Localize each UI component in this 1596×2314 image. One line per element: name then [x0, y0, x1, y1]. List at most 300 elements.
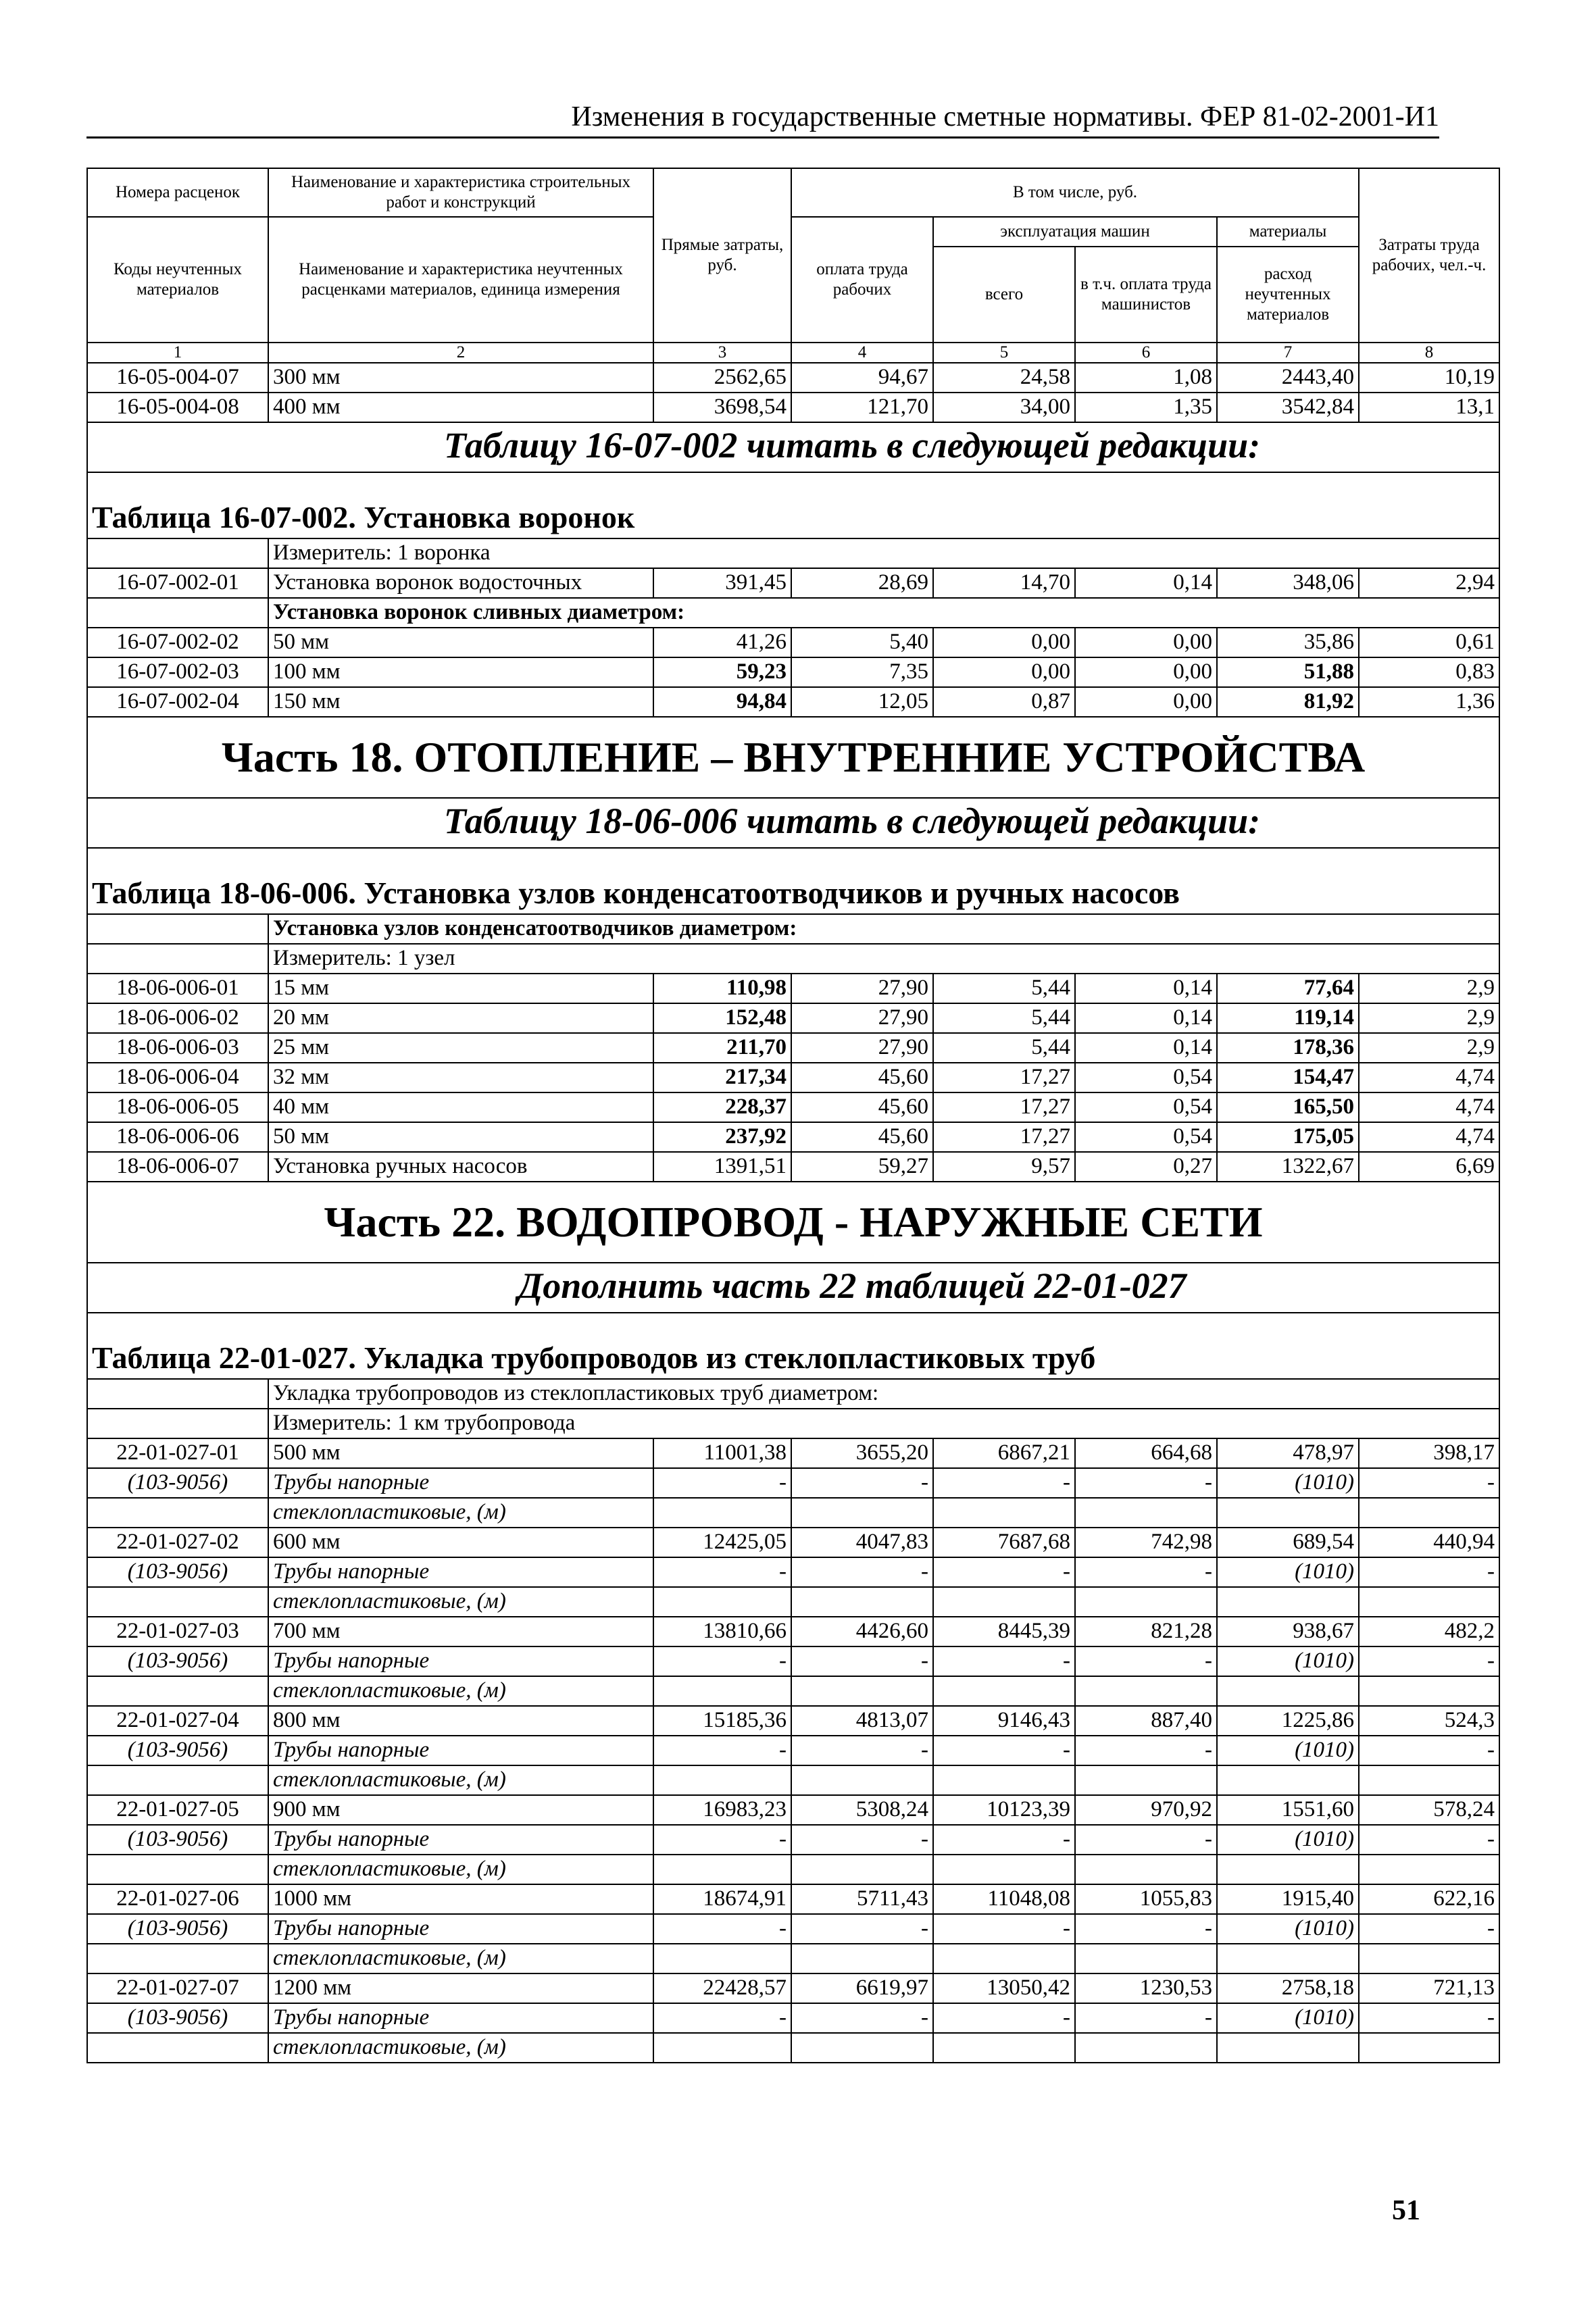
row-value: 94,84	[653, 687, 791, 717]
row-name: 32 мм	[268, 1063, 653, 1092]
empty-cell	[933, 1765, 1075, 1795]
empty-cell	[791, 1855, 933, 1884]
empty-cell	[1075, 1944, 1217, 1973]
row-value: 0,27	[1075, 1152, 1217, 1182]
material-code: (103-9056)	[87, 1557, 268, 1587]
empty-cell	[87, 1855, 268, 1884]
col-material-code-header: Коды неучтенных материалов	[87, 217, 268, 343]
row-value: 4426,60	[791, 1617, 933, 1646]
row-value: 1225,86	[1217, 1706, 1359, 1736]
table-title-row	[87, 472, 1499, 538]
row-value: 2,9	[1359, 1033, 1499, 1063]
empty-cell	[1075, 1676, 1217, 1706]
empty-cell	[87, 2033, 268, 2063]
row-value: 0,00	[1075, 687, 1217, 717]
row-value: 5,44	[933, 1033, 1075, 1063]
dash: -	[791, 1646, 933, 1676]
dash: -	[791, 1736, 933, 1765]
row-value: 2,9	[1359, 974, 1499, 1003]
part-heading: Часть 22. ВОДОПРОВОД - НАРУЖНЫЕ СЕТИ	[87, 1182, 1499, 1263]
measure-unit-row	[87, 1409, 1499, 1438]
row-name: 50 мм	[268, 1122, 653, 1152]
table-subtitle: Установка узлов конденсатоотводчиков диаметром:	[268, 914, 1499, 944]
row-code: 18-06-006-04	[87, 1063, 268, 1092]
row-value: 0,83	[1359, 657, 1499, 687]
row-code: 22-01-027-01	[87, 1438, 268, 1468]
row-name: 20 мм	[268, 1003, 653, 1033]
row-name: 300 мм	[268, 363, 653, 393]
dash: -	[791, 1825, 933, 1855]
empty-cell	[1217, 1498, 1359, 1528]
part-heading-row	[87, 717, 1499, 798]
row-code: 16-07-002-02	[87, 628, 268, 657]
row-value: 12425,05	[653, 1528, 791, 1557]
row-value: 0,61	[1359, 628, 1499, 657]
row-value: 45,60	[791, 1063, 933, 1092]
dash: -	[653, 1825, 791, 1855]
row-value: 0,14	[1075, 568, 1217, 598]
row-value: 45,60	[791, 1092, 933, 1122]
column-number: 2	[268, 343, 653, 363]
col-direct-header: Прямые затраты, руб.	[653, 168, 791, 343]
material-row-cont	[87, 1855, 1499, 1884]
material-name: Трубы напорные	[268, 1468, 653, 1498]
col-material-use-header: расход неучтенных материалов	[1217, 247, 1359, 343]
empty-cell	[933, 1587, 1075, 1617]
row-value: 27,90	[791, 1033, 933, 1063]
table-row	[87, 1973, 1499, 2003]
row-value: 1,35	[1075, 393, 1217, 422]
row-code: 18-06-006-01	[87, 974, 268, 1003]
table-title: Таблица 18-06-006. Установка узлов конденсатоотводчиков и ручных насосов	[87, 848, 1499, 914]
col-wages-header: оплата труда рабочих	[791, 217, 933, 343]
row-value: 689,54	[1217, 1528, 1359, 1557]
row-value: 2,9	[1359, 1003, 1499, 1033]
row-value: 45,60	[791, 1122, 933, 1152]
table-row	[87, 1122, 1499, 1152]
row-code: 18-06-006-07	[87, 1152, 268, 1182]
empty-cell	[933, 2033, 1075, 2063]
row-value: 12,05	[791, 687, 933, 717]
empty-cell	[933, 1855, 1075, 1884]
row-value: 6619,97	[791, 1973, 933, 2003]
table-title: Таблица 16-07-002. Установка воронок	[87, 472, 1499, 538]
empty-cell	[1217, 1855, 1359, 1884]
material-name-cont: стеклопластиковые, (м)	[268, 1855, 653, 1884]
norms-table	[86, 168, 1500, 2063]
empty-cell	[791, 1587, 933, 1617]
table-subtitle-row	[87, 1379, 1499, 1409]
dash: -	[1359, 1736, 1499, 1765]
part-heading: Часть 18. ОТОПЛЕНИЕ – ВНУТРЕННИЕ УСТРОЙСТВА	[87, 717, 1499, 798]
row-value: 27,90	[791, 974, 933, 1003]
material-code: (103-9056)	[87, 1914, 268, 1944]
table-subtitle-row	[87, 598, 1499, 628]
empty-cell	[1075, 1855, 1217, 1884]
table-subtitle: Установка воронок сливных диаметром:	[268, 598, 1499, 628]
column-number: 1	[87, 343, 268, 363]
empty-cell	[1075, 1587, 1217, 1617]
row-value: 1,08	[1075, 363, 1217, 393]
dash: -	[1075, 1736, 1217, 1765]
row-code: 22-01-027-05	[87, 1795, 268, 1825]
empty-cell	[653, 2033, 791, 2063]
row-value: 3655,20	[791, 1438, 933, 1468]
row-value: 211,70	[653, 1033, 791, 1063]
empty-cell	[1217, 1676, 1359, 1706]
row-code: 16-07-002-04	[87, 687, 268, 717]
row-value: 15185,36	[653, 1706, 791, 1736]
col-material-name-header: Наименование и характеристика неучтенных расценками материалов, единица измерения	[268, 217, 653, 343]
empty-cell	[933, 1498, 1075, 1528]
material-row-cont	[87, 1587, 1499, 1617]
row-value: 7,35	[791, 657, 933, 687]
dash: -	[933, 2003, 1075, 2033]
row-value: 10,19	[1359, 363, 1499, 393]
row-value: 1391,51	[653, 1152, 791, 1182]
row-value: 59,27	[791, 1152, 933, 1182]
row-value: 94,67	[791, 363, 933, 393]
row-value: 165,50	[1217, 1092, 1359, 1122]
row-value: 5711,43	[791, 1884, 933, 1914]
col-machinist-wages-header: в т.ч. оплата труда машинистов	[1075, 247, 1217, 343]
row-name: 700 мм	[268, 1617, 653, 1646]
dash: -	[1075, 1646, 1217, 1676]
dash: -	[653, 1914, 791, 1944]
row-value: 0,00	[1075, 628, 1217, 657]
dash: -	[1359, 1557, 1499, 1587]
dash: -	[933, 1736, 1075, 1765]
material-qty: (1010)	[1217, 1557, 1359, 1587]
redaction-note-row	[87, 798, 1499, 848]
row-value: 16983,23	[653, 1795, 791, 1825]
empty-cell	[1217, 2033, 1359, 2063]
row-value: 970,92	[1075, 1795, 1217, 1825]
dash: -	[1359, 2003, 1499, 2033]
row-value: 0,87	[933, 687, 1075, 717]
table-header	[87, 168, 1499, 363]
table-row	[87, 1706, 1499, 1736]
empty-cell	[87, 1379, 268, 1409]
redaction-note: Таблицу 18-06-006 читать в следующей редакции:	[87, 798, 1499, 848]
row-value: 2562,65	[653, 363, 791, 393]
table-title-row	[87, 1313, 1499, 1379]
table-title-row	[87, 848, 1499, 914]
row-value: 11001,38	[653, 1438, 791, 1468]
part-heading-row	[87, 1182, 1499, 1263]
row-value: 4,74	[1359, 1063, 1499, 1092]
material-qty: (1010)	[1217, 1825, 1359, 1855]
row-value: 110,98	[653, 974, 791, 1003]
row-value: 2443,40	[1217, 363, 1359, 393]
material-name-cont: стеклопластиковые, (м)	[268, 1498, 653, 1528]
row-value: 0,00	[1075, 657, 1217, 687]
row-value: 4813,07	[791, 1706, 933, 1736]
empty-cell	[87, 538, 268, 568]
empty-cell	[1075, 2033, 1217, 2063]
table-row	[87, 1063, 1499, 1092]
column-number: 7	[1217, 343, 1359, 363]
table-row	[87, 628, 1499, 657]
row-code: 18-06-006-06	[87, 1122, 268, 1152]
material-name-cont: стеклопластиковые, (м)	[268, 1765, 653, 1795]
row-value: 440,94	[1359, 1528, 1499, 1557]
row-value: 524,3	[1359, 1706, 1499, 1736]
row-name: 40 мм	[268, 1092, 653, 1122]
empty-cell	[1217, 1765, 1359, 1795]
row-name: 25 мм	[268, 1033, 653, 1063]
row-code: 16-05-004-07	[87, 363, 268, 393]
table-row	[87, 1033, 1499, 1063]
row-code: 16-07-002-03	[87, 657, 268, 687]
column-numbers-row	[87, 343, 1499, 363]
row-name: 1000 мм	[268, 1884, 653, 1914]
row-value: 0,14	[1075, 1033, 1217, 1063]
row-value: 22428,57	[653, 1973, 791, 2003]
row-value: 348,06	[1217, 568, 1359, 598]
material-name: Трубы напорные	[268, 1646, 653, 1676]
empty-cell	[1359, 1765, 1499, 1795]
col-machines-header: эксплуатация машин	[933, 217, 1217, 247]
dash: -	[1359, 1646, 1499, 1676]
redaction-note-row	[87, 1263, 1499, 1313]
material-row	[87, 1646, 1499, 1676]
dash: -	[1075, 1557, 1217, 1587]
material-name-cont: стеклопластиковые, (м)	[268, 1944, 653, 1973]
row-value: 1551,60	[1217, 1795, 1359, 1825]
empty-cell	[653, 1587, 791, 1617]
material-row	[87, 1557, 1499, 1587]
row-code: 22-01-027-07	[87, 1973, 268, 2003]
table-subtitle: Укладка трубопроводов из стеклопластиковых труб диаметром:	[268, 1379, 1499, 1409]
material-row	[87, 1914, 1499, 1944]
measure-unit-row	[87, 538, 1499, 568]
column-number: 8	[1359, 343, 1499, 363]
table-row	[87, 657, 1499, 687]
page-number: 51	[1392, 2195, 1420, 2226]
row-value: 41,26	[653, 628, 791, 657]
row-value: 35,86	[1217, 628, 1359, 657]
material-qty: (1010)	[1217, 2003, 1359, 2033]
row-value: 2,94	[1359, 568, 1499, 598]
row-code: 22-01-027-04	[87, 1706, 268, 1736]
dash: -	[653, 1557, 791, 1587]
dash: -	[653, 1736, 791, 1765]
redaction-note: Таблицу 16-07-002 читать в следующей редакции:	[87, 422, 1499, 472]
row-value: 13810,66	[653, 1617, 791, 1646]
empty-cell	[87, 1498, 268, 1528]
row-value: 0,14	[1075, 974, 1217, 1003]
empty-cell	[791, 1676, 933, 1706]
redaction-note-row	[87, 422, 1499, 472]
material-qty: (1010)	[1217, 1468, 1359, 1498]
row-value: 887,40	[1075, 1706, 1217, 1736]
norms-sheet	[86, 168, 1499, 2063]
empty-cell	[1075, 1765, 1217, 1795]
row-value: 6867,21	[933, 1438, 1075, 1468]
row-value: 1915,40	[1217, 1884, 1359, 1914]
redaction-note: Дополнить часть 22 таблицей 22-01-027	[87, 1263, 1499, 1313]
empty-cell	[791, 1498, 933, 1528]
material-qty: (1010)	[1217, 1914, 1359, 1944]
material-name: Трубы напорные	[268, 1825, 653, 1855]
table-row	[87, 1092, 1499, 1122]
material-name: Трубы напорные	[268, 1736, 653, 1765]
row-value: 5308,24	[791, 1795, 933, 1825]
row-value: 10123,39	[933, 1795, 1075, 1825]
row-value: 7687,68	[933, 1528, 1075, 1557]
row-value: 664,68	[1075, 1438, 1217, 1468]
row-value: 51,88	[1217, 657, 1359, 687]
material-row-cont	[87, 1498, 1499, 1528]
empty-cell	[1359, 1944, 1499, 1973]
row-value: 17,27	[933, 1092, 1075, 1122]
empty-cell	[87, 1409, 268, 1438]
material-name: Трубы напорные	[268, 1557, 653, 1587]
row-value: 938,67	[1217, 1617, 1359, 1646]
row-value: 24,58	[933, 363, 1075, 393]
empty-cell	[1217, 1944, 1359, 1973]
material-name-cont: стеклопластиковые, (м)	[268, 1676, 653, 1706]
material-name-cont: стеклопластиковые, (м)	[268, 1587, 653, 1617]
material-qty: (1010)	[1217, 1646, 1359, 1676]
empty-cell	[1359, 1587, 1499, 1617]
dash: -	[933, 1914, 1075, 1944]
row-code: 18-06-006-05	[87, 1092, 268, 1122]
col-labor-header: Затраты труда рабочих, чел.-ч.	[1359, 168, 1499, 343]
row-value: 4047,83	[791, 1528, 933, 1557]
col-code-header: Номера расценок	[87, 168, 268, 217]
row-value: 28,69	[791, 568, 933, 598]
measure-unit: Измеритель: 1 узел	[268, 944, 1499, 974]
empty-cell	[653, 1676, 791, 1706]
row-name: 800 мм	[268, 1706, 653, 1736]
row-code: 22-01-027-03	[87, 1617, 268, 1646]
row-value: 821,28	[1075, 1617, 1217, 1646]
material-code: (103-9056)	[87, 2003, 268, 2033]
row-value: 0,54	[1075, 1122, 1217, 1152]
row-value: 6,69	[1359, 1152, 1499, 1182]
col-machines-total-header: всего	[933, 247, 1075, 343]
table-row	[87, 1438, 1499, 1468]
row-code: 16-07-002-01	[87, 568, 268, 598]
col-group-header: В том числе, руб.	[791, 168, 1359, 217]
row-value: 5,44	[933, 974, 1075, 1003]
dash: -	[1359, 1825, 1499, 1855]
material-qty: (1010)	[1217, 1736, 1359, 1765]
empty-cell	[87, 1676, 268, 1706]
row-code: 22-01-027-02	[87, 1528, 268, 1557]
table-row	[87, 1884, 1499, 1914]
row-value: 0,00	[933, 628, 1075, 657]
row-value: 5,44	[933, 1003, 1075, 1033]
row-value: 13,1	[1359, 393, 1499, 422]
row-value: 482,2	[1359, 1617, 1499, 1646]
row-value: 9146,43	[933, 1706, 1075, 1736]
empty-cell	[933, 1676, 1075, 1706]
dash: -	[933, 1557, 1075, 1587]
measure-unit: Измеритель: 1 воронка	[268, 538, 1499, 568]
row-value: 1,36	[1359, 687, 1499, 717]
empty-cell	[87, 914, 268, 944]
material-name: Трубы напорные	[268, 2003, 653, 2033]
row-name: 400 мм	[268, 393, 653, 422]
dash: -	[933, 1646, 1075, 1676]
row-value: 478,97	[1217, 1438, 1359, 1468]
material-code: (103-9056)	[87, 1646, 268, 1676]
row-name: 500 мм	[268, 1438, 653, 1468]
measure-unit: Измеритель: 1 км трубопровода	[268, 1409, 1499, 1438]
empty-cell	[653, 1765, 791, 1795]
page-header: Изменения в государственные сметные нормативы. ФЕР 81-02-2001-И1	[86, 100, 1439, 139]
row-value: 0,54	[1075, 1092, 1217, 1122]
table-row	[87, 1003, 1499, 1033]
empty-cell	[87, 1944, 268, 1973]
row-value: 228,37	[653, 1092, 791, 1122]
row-value: 152,48	[653, 1003, 791, 1033]
material-code: (103-9056)	[87, 1468, 268, 1498]
row-value: 81,92	[1217, 687, 1359, 717]
row-name: 100 мм	[268, 657, 653, 687]
row-name: 50 мм	[268, 628, 653, 657]
empty-cell	[87, 598, 268, 628]
table-row	[87, 363, 1499, 393]
dash: -	[1359, 1468, 1499, 1498]
row-name: 150 мм	[268, 687, 653, 717]
dash: -	[653, 1646, 791, 1676]
table-row	[87, 974, 1499, 1003]
row-value: 59,23	[653, 657, 791, 687]
dash: -	[791, 1468, 933, 1498]
row-value: 237,92	[653, 1122, 791, 1152]
table-row	[87, 393, 1499, 422]
empty-cell	[653, 1855, 791, 1884]
row-value: 398,17	[1359, 1438, 1499, 1468]
material-row-cont	[87, 1765, 1499, 1795]
row-value: 742,98	[1075, 1528, 1217, 1557]
empty-cell	[933, 1944, 1075, 1973]
table-row	[87, 568, 1499, 598]
row-value: 2758,18	[1217, 1973, 1359, 2003]
row-value: 17,27	[933, 1063, 1075, 1092]
dash: -	[1075, 1914, 1217, 1944]
row-value: 0,54	[1075, 1063, 1217, 1092]
row-value: 4,74	[1359, 1122, 1499, 1152]
column-number: 5	[933, 343, 1075, 363]
row-value: 18674,91	[653, 1884, 791, 1914]
row-value: 9,57	[933, 1152, 1075, 1182]
row-value: 721,13	[1359, 1973, 1499, 2003]
row-value: 77,64	[1217, 974, 1359, 1003]
empty-cell	[87, 1765, 268, 1795]
empty-cell	[1359, 1676, 1499, 1706]
row-value: 121,70	[791, 393, 933, 422]
row-value: 3698,54	[653, 393, 791, 422]
row-code: 22-01-027-06	[87, 1884, 268, 1914]
col-name-header: Наименование и характеристика строительных работ и конструкций	[268, 168, 653, 217]
table-row	[87, 687, 1499, 717]
empty-cell	[791, 1765, 933, 1795]
empty-cell	[1217, 1587, 1359, 1617]
material-row-cont	[87, 1944, 1499, 1973]
row-value: 622,16	[1359, 1884, 1499, 1914]
row-value: 391,45	[653, 568, 791, 598]
row-value: 4,74	[1359, 1092, 1499, 1122]
empty-cell	[653, 1944, 791, 1973]
col-materials-header: материалы	[1217, 217, 1359, 247]
empty-cell	[791, 2033, 933, 2063]
dash: -	[791, 2003, 933, 2033]
